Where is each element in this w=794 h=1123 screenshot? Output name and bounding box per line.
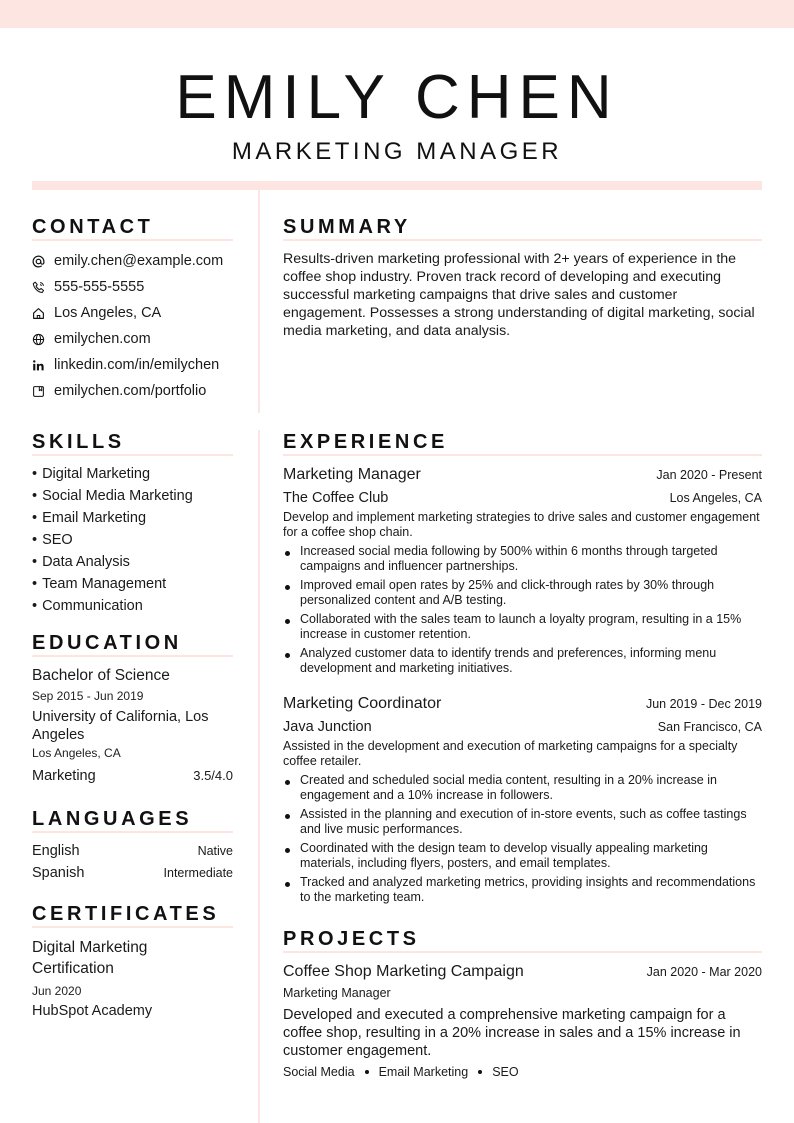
education-school: University of California, Los Angeles xyxy=(32,709,209,743)
contact-email-text: emily.chen@example.com xyxy=(54,253,224,269)
project-tag: Email Marketing xyxy=(378,1065,469,1079)
skill-item: • Data Analysis xyxy=(32,551,242,573)
skill-item: • Team Management xyxy=(32,573,242,595)
job-bullet: Analyzed customer data to identify trends and preferences, informing menu development and marketing initiatives. xyxy=(283,646,762,676)
project-dates: Jan 2020 - Mar 2020 xyxy=(646,965,762,979)
column-divider-top xyxy=(258,190,260,413)
summary-text: Results-driven marketing professional with 2+ years of experience in the coffee shop industry. Proven track record of developing and executing successful marketing campaigns that drive sales and customer engagement. Possesses a strong understanding of digital marketing, social media marketing, and data analysis. xyxy=(283,251,755,339)
contact-portfolio[interactable] xyxy=(32,378,242,404)
contact-website-text: emilychen.com xyxy=(54,331,151,347)
contact-location-text: Los Angeles, CA xyxy=(54,305,162,321)
education-dates: Sep 2015 - Jun 2019 xyxy=(32,689,144,703)
job-company: The Coffee Club xyxy=(283,490,389,506)
experience-underline xyxy=(283,454,762,456)
education-location: Los Angeles, CA xyxy=(32,746,121,760)
top-accent-band xyxy=(0,0,794,28)
job-bullet: Assisted in the planning and execution of in-store events, such as coffee tastings and live music performances. xyxy=(283,807,762,837)
job-bullet: Tracked and analyzed marketing metrics, providing insights and recommendations to the marketing team. xyxy=(283,875,762,905)
column-divider-bottom xyxy=(258,430,260,1123)
skill-item: • Communication xyxy=(32,595,242,617)
language-row xyxy=(32,840,233,862)
language-level: Intermediate xyxy=(163,866,233,880)
job-location: San Francisco, CA xyxy=(657,720,762,734)
contact-linkedin-text: linkedin.com/in/emilychen xyxy=(54,357,220,373)
education-underline xyxy=(32,655,233,657)
job-title: Marketing Manager xyxy=(283,466,421,483)
portfolio-icon xyxy=(32,385,54,398)
job-title: Marketing Coordinator xyxy=(283,695,442,712)
contact-heading: CONTACT xyxy=(32,216,154,238)
job-bullet: Coordinated with the design team to develop visually appealing marketing materials, including flyers, posters, and email templates. xyxy=(283,841,762,871)
at-icon xyxy=(32,255,54,268)
project-title: Coffee Shop Marketing Campaign xyxy=(283,963,524,980)
contact-website[interactable] xyxy=(32,326,242,352)
candidate-name: EMILY CHEN xyxy=(175,63,619,132)
job-location: Los Angeles, CA xyxy=(669,491,762,505)
linkedin-icon xyxy=(32,359,54,372)
certificate-entry xyxy=(32,937,233,1022)
header-divider xyxy=(32,181,762,190)
certificate-issuer: HubSpot Academy xyxy=(32,1003,153,1019)
language-name: Spanish xyxy=(32,865,85,881)
job-entry xyxy=(283,694,762,909)
skills-underline xyxy=(32,454,233,456)
education-field: Marketing xyxy=(32,768,96,784)
project-tag: Social Media xyxy=(283,1065,355,1079)
language-row xyxy=(32,862,233,884)
projects-underline xyxy=(283,951,762,953)
job-bullet: Improved email open rates by 25% and click-through rates by 30% through personalized content and A/B testing. xyxy=(283,578,762,608)
languages-underline xyxy=(32,831,233,833)
certificates-heading: CERTIFICATES xyxy=(32,903,220,925)
job-entry xyxy=(283,465,762,680)
job-bullet: Increased social media following by 500% within 6 months through targeted campaigns and influencer partnerships. xyxy=(283,544,762,574)
job-dates: Jun 2019 - Dec 2019 xyxy=(645,697,762,711)
education-heading: EDUCATION xyxy=(32,632,182,654)
certificate-date: Jun 2020 xyxy=(32,984,82,998)
experience-heading: EXPERIENCE xyxy=(283,431,448,453)
job-bullet: Collaborated with the sales team to launch a loyalty program, resulting in a 15% increase in customer retention. xyxy=(283,612,762,642)
projects-heading: PROJECTS xyxy=(283,928,420,950)
education-gpa: 3.5/4.0 xyxy=(193,768,233,783)
contact-phone[interactable] xyxy=(32,274,242,300)
languages-list xyxy=(32,840,233,884)
job-dates: Jan 2020 - Present xyxy=(656,468,762,482)
languages-heading: LANGUAGES xyxy=(32,808,193,830)
summary-underline xyxy=(283,239,762,241)
contact-list xyxy=(32,248,242,404)
contact-phone-text: 555-555-5555 xyxy=(54,279,145,295)
job-description: Assisted in the development and execution of marketing campaigns for a specialty coffee retailer. xyxy=(283,739,738,768)
contact-portfolio-text: emilychen.com/portfolio xyxy=(54,383,207,399)
job-description: Develop and implement marketing strategies to drive sales and customer engagement for a coffee shop chain. xyxy=(283,510,760,539)
skill-item: • SEO xyxy=(32,529,242,551)
project-tags xyxy=(283,1063,762,1081)
globe-icon xyxy=(32,333,54,346)
phone-icon xyxy=(32,281,54,294)
skill-item: • Email Marketing xyxy=(32,507,242,529)
job-bullets xyxy=(283,544,762,676)
certificate-title: Digital Marketing Certification xyxy=(32,939,148,977)
summary-heading: SUMMARY xyxy=(283,216,411,238)
job-company: Java Junction xyxy=(283,719,372,735)
contact-underline xyxy=(32,239,233,241)
tag-separator xyxy=(478,1070,482,1074)
tag-separator xyxy=(365,1070,369,1074)
language-name: English xyxy=(32,843,80,859)
skills-heading: SKILLS xyxy=(32,431,125,453)
skill-item: • Social Media Marketing xyxy=(32,485,242,507)
skills-list xyxy=(32,463,242,617)
education-entry xyxy=(32,665,233,786)
project-tag: SEO xyxy=(492,1065,519,1079)
candidate-title: MARKETING MANAGER xyxy=(231,138,563,165)
job-bullet: Created and scheduled social media content, resulting in a 20% increase in engagement and a 10% increase in followers. xyxy=(283,773,762,803)
home-icon xyxy=(32,307,54,320)
certificates-underline xyxy=(32,926,233,928)
project-role: Marketing Manager xyxy=(283,986,391,1000)
job-bullets xyxy=(283,773,762,905)
language-level: Native xyxy=(197,844,233,858)
education-degree: Bachelor of Science xyxy=(32,667,170,684)
contact-linkedin[interactable] xyxy=(32,352,242,378)
contact-email[interactable] xyxy=(32,248,242,274)
project-entry xyxy=(283,962,762,1081)
skill-item: • Digital Marketing xyxy=(32,463,242,485)
project-description: Developed and executed a comprehensive marketing campaign for a coffee shop, resulting in a 20% increase in sales and a 15% increase in customer engagement. xyxy=(283,1007,741,1059)
contact-location xyxy=(32,300,242,326)
